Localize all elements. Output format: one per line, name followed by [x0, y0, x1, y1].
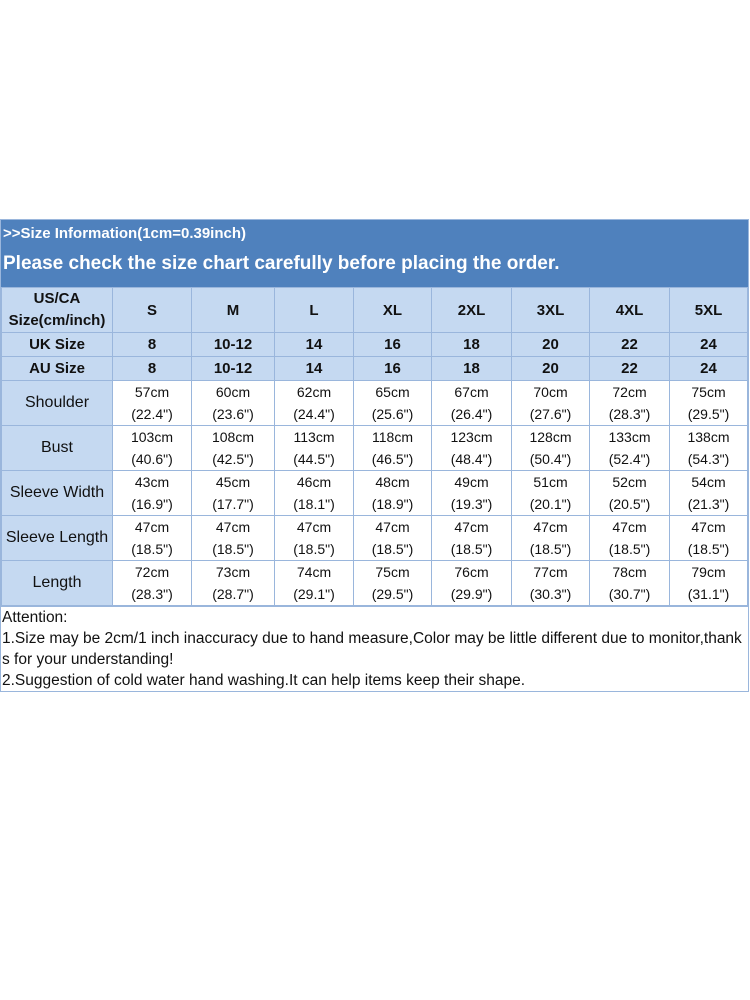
size-header-row [2, 288, 748, 333]
measurement-cell [432, 471, 512, 516]
measurement-cm: 47cm [134, 519, 170, 535]
size-value-cell: 16 [354, 357, 432, 381]
measurement-inch: (48.4") [450, 451, 493, 467]
measurement-cm: 54cm [691, 474, 726, 490]
size-value-cell: 2XL [432, 288, 512, 333]
measurement-cell [192, 426, 275, 471]
measurement-inch: (31.1") [687, 586, 730, 602]
measurement-cm: 72cm [134, 564, 170, 580]
measurement-cm: 57cm [134, 384, 170, 400]
measurement-inch: (29.5") [371, 586, 414, 602]
measurement-inch: (54.3") [687, 451, 730, 467]
size-value-cell: 14 [275, 333, 354, 357]
size-value-cell: 22 [590, 357, 670, 381]
measurement-cell [275, 516, 354, 561]
size-system-label-line: Size(cm/inch) [8, 312, 106, 329]
measurement-inch: (28.7") [212, 586, 254, 602]
measurement-cm: 62cm [296, 384, 332, 400]
measurement-cm: 138cm [687, 429, 730, 445]
attention-note-2: 2.Suggestion of cold water hand washing.It can help items keep their shape. [2, 672, 526, 689]
measurement-inch: (46.5") [371, 451, 414, 467]
measurement-cm: 133cm [608, 429, 651, 445]
size-system-label-line: US/CA [33, 290, 81, 307]
measurement-cm: 67cm [454, 384, 489, 400]
measurement-row [2, 561, 748, 606]
size-value-cell: M [192, 288, 275, 333]
measurement-cell [275, 471, 354, 516]
measurement-label: Bust [2, 426, 113, 471]
size-value-cell: 5XL [670, 288, 748, 333]
measurement-cell [192, 471, 275, 516]
measurement-cell [512, 426, 590, 471]
measurement-inch: (30.7") [608, 586, 651, 602]
measurement-inch: (20.5") [608, 496, 651, 512]
measurement-inch: (25.6") [371, 406, 414, 422]
measurement-cm: 113cm [293, 429, 335, 445]
measurement-cell [590, 561, 670, 606]
measurement-cm: 73cm [215, 564, 251, 580]
measurement-cell [670, 381, 748, 426]
measurement-cm: 128cm [529, 429, 572, 445]
measurement-cell [512, 471, 590, 516]
measurement-cm: 65cm [375, 384, 410, 400]
measurement-cell [432, 516, 512, 561]
measurement-inch: (29.5") [687, 406, 730, 422]
measurement-cell [113, 426, 192, 471]
attention-note-1: 1.Size may be 2cm/1 inch inaccuracy due to hand measure,Color may be little different due to monitor,thanks for your understanding! [2, 630, 742, 668]
size-value-cell: 8 [113, 357, 192, 381]
measurement-cell [354, 471, 432, 516]
measurement-inch: (52.4") [608, 451, 651, 467]
size-value-cell: 14 [275, 357, 354, 381]
measurement-cell [275, 426, 354, 471]
measurement-cell [113, 516, 192, 561]
measurement-cell [113, 471, 192, 516]
measurement-inch: (18.5") [450, 541, 493, 557]
measurement-cell [354, 426, 432, 471]
measurement-cm: 47cm [375, 519, 410, 535]
size-value-cell: 10-12 [192, 333, 275, 357]
measurement-cell [432, 381, 512, 426]
measurement-cm: 70cm [533, 384, 568, 400]
measurement-row [2, 426, 748, 471]
size-header-row [2, 357, 748, 381]
measurement-cm: 75cm [691, 384, 726, 400]
size-value-cell: 20 [512, 357, 590, 381]
measurement-row [2, 381, 748, 426]
measurement-cell [275, 381, 354, 426]
size-value-cell: 3XL [512, 288, 590, 333]
measurement-inch: (24.4") [293, 406, 335, 422]
measurement-inch: (18.5") [212, 541, 254, 557]
size-value-cell: 10-12 [192, 357, 275, 381]
size-system-label [2, 333, 113, 357]
size-system-label [2, 288, 113, 333]
measurement-inch: (27.6") [529, 406, 572, 422]
measurement-cm: 47cm [296, 519, 332, 535]
size-system-label-line: UK Size [29, 336, 85, 353]
measurement-row [2, 471, 748, 516]
measurement-cm: 46cm [296, 474, 332, 490]
measurement-label: Sleeve Width [2, 471, 113, 516]
measurement-cell [192, 381, 275, 426]
measurement-cell [670, 516, 748, 561]
size-value-cell: 16 [354, 333, 432, 357]
measurement-inch: (30.3") [529, 586, 572, 602]
size-info-banner [1, 220, 748, 287]
size-value-cell: S [113, 288, 192, 333]
measurement-cell [512, 561, 590, 606]
measurement-cell [512, 381, 590, 426]
measurement-cell [354, 516, 432, 561]
measurement-inch: (22.4") [131, 406, 173, 422]
measurement-cell [590, 471, 670, 516]
size-chart [0, 219, 749, 692]
measurement-cm: 43cm [134, 474, 170, 490]
measurement-inch: (28.3") [608, 406, 651, 422]
measurement-cm: 47cm [612, 519, 647, 535]
measurement-inch: (18.5") [529, 541, 572, 557]
measurement-cm: 123cm [450, 429, 493, 445]
measurement-cm: 47cm [691, 519, 726, 535]
measurement-row [2, 516, 748, 561]
measurement-cell [432, 426, 512, 471]
measurement-inch: (29.9") [450, 586, 493, 602]
measurement-cell [192, 516, 275, 561]
measurement-inch: (40.6") [131, 451, 173, 467]
measurement-cm: 74cm [296, 564, 332, 580]
size-value-cell: 22 [590, 333, 670, 357]
measurement-cell [113, 561, 192, 606]
measurement-cm: 60cm [215, 384, 251, 400]
size-check-notice: Please check the size chart carefully before placing the order. [3, 253, 560, 274]
measurement-cm: 78cm [612, 564, 647, 580]
measurement-inch: (18.5") [371, 541, 414, 557]
measurement-inch: (29.1") [293, 586, 335, 602]
measurement-cell [590, 381, 670, 426]
measurement-cell [275, 561, 354, 606]
size-system-label [2, 357, 113, 381]
measurement-inch: (19.3") [450, 496, 493, 512]
measurement-cell [432, 561, 512, 606]
measurement-inch: (18.5") [131, 541, 173, 557]
measurement-inch: (28.3") [131, 586, 173, 602]
measurement-cm: 108cm [211, 429, 255, 445]
measurement-inch: (21.3") [687, 496, 730, 512]
measurement-cm: 52cm [612, 474, 647, 490]
measurement-cm: 51cm [533, 474, 568, 490]
size-value-cell: 4XL [590, 288, 670, 333]
measurement-inch: (44.5") [293, 451, 335, 467]
measurement-cm: 75cm [375, 564, 410, 580]
measurement-inch: (50.4") [529, 451, 572, 467]
measurement-cm: 47cm [215, 519, 251, 535]
measurement-label: Length [2, 561, 113, 606]
size-table [1, 287, 748, 606]
measurement-inch: (17.7") [212, 496, 254, 512]
measurement-inch: (23.6") [212, 406, 254, 422]
measurement-cell [354, 381, 432, 426]
size-value-cell: 24 [670, 357, 748, 381]
measurement-label: Sleeve Length [2, 516, 113, 561]
size-value-cell: XL [354, 288, 432, 333]
attention-notes [1, 606, 748, 691]
measurement-inch: (18.5") [608, 541, 651, 557]
measurement-cell [354, 561, 432, 606]
size-value-cell: 20 [512, 333, 590, 357]
measurement-cm: 45cm [215, 474, 251, 490]
measurement-cm: 77cm [533, 564, 568, 580]
measurement-cm: 103cm [130, 429, 174, 445]
measurement-cm: 47cm [533, 519, 568, 535]
measurement-cell [670, 471, 748, 516]
measurement-cm: 49cm [454, 474, 489, 490]
measurement-inch: (42.5") [212, 451, 254, 467]
measurement-inch: (18.5") [687, 541, 730, 557]
measurement-cm: 79cm [691, 564, 726, 580]
measurement-cm: 72cm [612, 384, 647, 400]
size-value-cell: L [275, 288, 354, 333]
size-value-cell: 18 [432, 333, 512, 357]
measurement-inch: (20.1") [529, 496, 572, 512]
measurement-cell [192, 561, 275, 606]
measurement-cell [113, 381, 192, 426]
attention-heading: Attention: [2, 609, 68, 626]
measurement-cm: 47cm [454, 519, 489, 535]
measurement-cell [590, 516, 670, 561]
size-value-cell: 24 [670, 333, 748, 357]
size-info-title: >>Size Information(1cm=0.39inch) [3, 225, 246, 242]
measurement-cell [670, 561, 748, 606]
measurement-inch: (18.9") [371, 496, 414, 512]
measurement-label: Shoulder [2, 381, 113, 426]
measurement-inch: (26.4") [450, 406, 493, 422]
size-header-row [2, 333, 748, 357]
measurement-inch: (16.9") [131, 496, 173, 512]
size-value-cell: 8 [113, 333, 192, 357]
measurement-inch: (18.1") [293, 496, 335, 512]
measurement-cell [590, 426, 670, 471]
measurement-cm: 48cm [375, 474, 410, 490]
size-value-cell: 18 [432, 357, 512, 381]
measurement-cell [512, 516, 590, 561]
measurement-cm: 118cm [372, 429, 413, 445]
measurement-inch: (18.5") [293, 541, 335, 557]
measurement-cm: 76cm [454, 564, 489, 580]
measurement-cell [670, 426, 748, 471]
size-system-label-line: AU Size [29, 360, 85, 377]
